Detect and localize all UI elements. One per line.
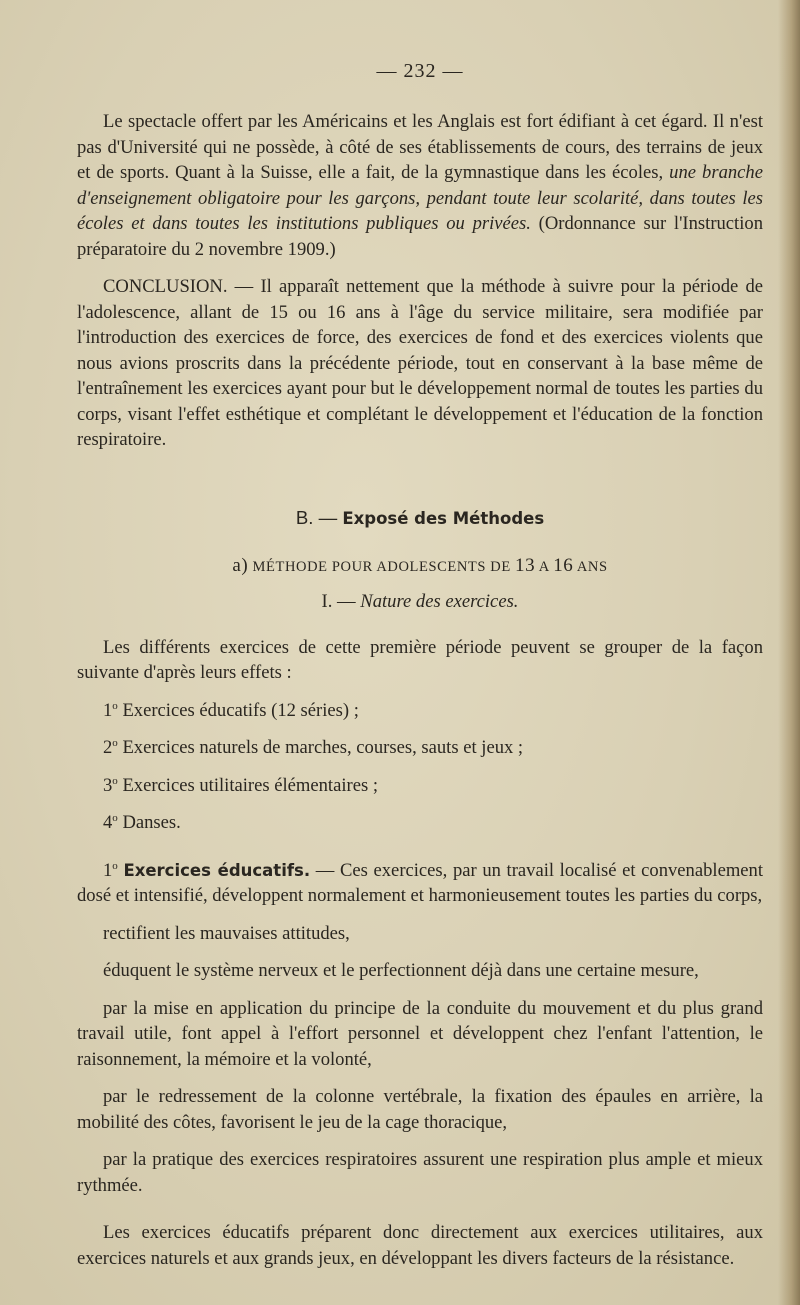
list-num: 1 [103, 699, 113, 721]
subsection-mid: A [538, 558, 549, 575]
groups-intro-paragraph: Les différents exercices de cette première période peuvent se grouper de la façon suivante d'après leurs effets : [77, 636, 763, 683]
subsection-label: a) [232, 554, 249, 576]
subsection-text-after: ANS [576, 558, 608, 575]
list-sup: o [112, 811, 118, 824]
body-paragraph: par la pratique des exercices respiratoires assurent une respiration plus ample et mieux rythmée. [77, 1149, 763, 1196]
body-paragraph: par le redressement de la colonne vertébrale, la fixation des épaules en arrière, la mobilité des côtes, favorisent le jeu de la cage thoracique, [77, 1086, 763, 1133]
page-content [77, 60, 763, 1271]
list-item [77, 773, 763, 799]
intro-italic-text: une branche d'enseignement obligatoire pour les garçons, pendant toute leur scolarité, dans toutes les écoles et dans toutes les institutions publiques ou privées. [77, 162, 763, 234]
list-num: 4 [103, 812, 113, 833]
intro-text-2: (Ordonnance sur l'Instruction préparatoire du 2 novembre 1909.) [77, 213, 763, 260]
list-item [77, 698, 763, 724]
body-paragraph: par la mise en application du principe de la conduite du mouvement et du plus grand travail utile, font appel à l'effort personnel et développent chez l'enfant l'attention, le raisonnement, la mémoire et la volonté, [77, 997, 763, 1070]
body-paragraph: éduquent le système nerveux et le perfectionnent déjà dans une certaine mesure, [103, 960, 699, 981]
educatifs-term: Exercices éducatifs. [123, 860, 311, 880]
educatifs-sup: o [112, 859, 118, 872]
list-text: Exercices utilitaires élémentaires ; [122, 774, 378, 796]
subsection-num1: 13 [515, 554, 536, 576]
educatifs-text: — Ces exercices, par un travail localisé et convenablement dosé et intensifié, développent normalement et harmonieusement toutes les parties du corps, [77, 859, 763, 906]
subsub-title: Nature des exercices. [360, 590, 519, 612]
subsubsection-heading [77, 591, 763, 613]
list-text: Exercices naturels de marches, courses, sauts et jeux ; [122, 737, 524, 758]
page-number: — 232 — [376, 60, 464, 82]
educatifs-paragraph [77, 858, 763, 909]
list-text: Danses. [122, 812, 181, 833]
list-item [77, 735, 763, 761]
section-letter: B. [295, 506, 314, 528]
page-edge-shadow [778, 0, 800, 1305]
list-item [77, 810, 763, 836]
section-heading [77, 507, 763, 529]
section-dash: — [318, 506, 338, 528]
subsection-text-before: MÉTHODE POUR ADOLESCENTS DE [252, 558, 511, 575]
list-num: 3 [103, 774, 113, 796]
intro-text-1: Le spectacle offert par les Américains et les Anglais est fort édifiant à cet égard. Il n'est pas d'Université qui ne possède, à côté de ses établissements de cours, des terrains de jeux et de sports. Quant à la Suisse, elle a fait, de la gymnastique dans les écoles, [77, 111, 763, 183]
educatifs-num: 1 [103, 859, 113, 881]
list-sup: o [112, 699, 118, 712]
body-paragraph: rectifient les mauvaises attitudes, [103, 922, 350, 944]
list-sup: o [112, 736, 118, 749]
final-paragraph: Les exercices éducatifs préparent donc directement aux exercices utilitaires, aux exercices naturels et aux grands jeux, en développant les divers facteurs de la résistance. [77, 1222, 763, 1269]
subsection-heading [77, 555, 763, 577]
subsection-num2: 16 [553, 554, 574, 576]
list-sup: o [112, 774, 118, 787]
intro-paragraph [77, 109, 763, 262]
exercise-list [77, 698, 763, 836]
subsub-numeral: I. — [321, 590, 356, 612]
conclusion-paragraph: CONCLUSION. — Il apparaît nettement que la méthode à suivre pour la période de l'adolescence, allant de 15 ou 16 ans à l'âge du service militaire, sera modifiée par l'introduction des exercices de force, des exercices de fond et des exercices violents que nous avions proscrits dans la précédente période, tout en conservant à la base même de l'entraînement les exercices ayant pour but le développement normal de toutes les parties du corps, visant l'effet esthétique et complétant le développement et l'éducation de la fonction respiratoire. [77, 276, 763, 450]
list-num: 2 [103, 737, 113, 758]
section-title: Exposé des Méthodes [342, 508, 545, 528]
list-text: Exercices éducatifs (12 séries) ; [122, 699, 359, 721]
